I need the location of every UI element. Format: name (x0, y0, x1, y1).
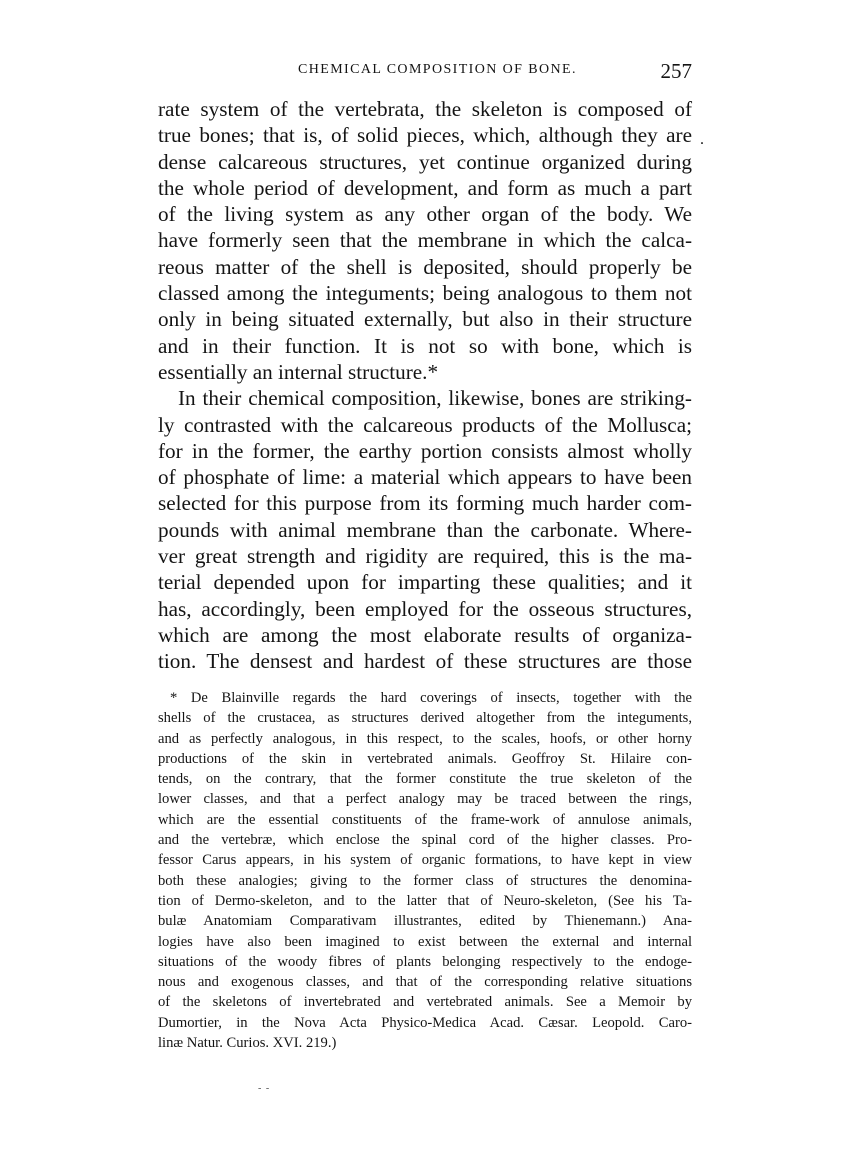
footnote-line: and as perfectly analogous, in this respect, to the scales, hoofs, or other horny (158, 730, 692, 747)
body-line: has, accordingly, been employed for the osseous structures, (158, 596, 692, 621)
footnote-line: * De Blainville regards the hard coverings of insects, together with the (170, 690, 692, 706)
footnote-line: bulæ Anatomiam Comparativam illustrantes, edited by Thienemann.) Ana- (158, 913, 692, 930)
running-header (158, 59, 692, 86)
footnote-line: situations of the woody fibres of plants belonging respectively to the endoge- (158, 953, 692, 970)
footnote-line: lower classes, and that a perfect analogy may be traced between the rings, (158, 791, 692, 808)
stray-ink-mark: . (700, 131, 704, 148)
body-line: In their chemical composition, likewise, bones are striking- (178, 386, 692, 411)
body-line: pounds with animal membrane than the carbonate. Where- (158, 517, 692, 542)
body-text (158, 96, 692, 675)
body-line: the whole period of development, and form as much a part (158, 175, 692, 200)
running-title: CHEMICAL COMPOSITION OF BONE. (298, 62, 577, 77)
body-line: which are among the most elaborate results of organiza- (158, 622, 692, 647)
body-line: of the living system as any other organ of the body. We (158, 202, 692, 227)
body-line: terial depended upon for imparting these qualities; and it (158, 570, 692, 595)
body-line: of phosphate of lime: a material which appears to have been (158, 465, 692, 490)
footnote-line: tends, on the contrary, that the former constitute the true skeleton of the (158, 771, 692, 788)
footnote (158, 688, 692, 1053)
footnote-line: both these analogies; giving to the former class of structures the denomina- (158, 872, 692, 889)
page-number: 257 (660, 59, 692, 83)
body-line: selected for this purpose from its forming much harder com- (158, 491, 692, 516)
footnote-line: and the vertebræ, which enclose the spinal cord of the higher classes. Pro- (158, 832, 692, 849)
footnote-line: logies have also been imagined to exist between the external and internal (158, 933, 692, 950)
body-line: for in the former, the earthy portion consists almost wholly (158, 438, 692, 463)
body-line: only in being situated externally, but also in their structure (158, 307, 692, 332)
footnote-line: of the skeletons of invertebrated and vertebrated animals. See a Memoir by (158, 994, 692, 1011)
footnote-line: linæ Natur. Curios. XVI. 219.) (158, 1035, 337, 1052)
body-line: tion. The densest and hardest of these structures are those (158, 649, 692, 674)
bottom-smudge: - - (258, 1083, 271, 1094)
body-line: ly contrasted with the calcareous products of the Mollusca; (158, 412, 692, 437)
footnote-line: Dumortier, in the Nova Acta Physico-Medica Acad. Cæsar. Leopold. Caro- (158, 1014, 692, 1031)
footnote-line: shells of the crustacea, as structures derived altogether from the integuments, (158, 710, 692, 727)
footnote-line: which are the essential constituents of the frame-work of annulose animals, (158, 811, 692, 828)
body-line: dense calcareous structures, yet continue organized during (158, 149, 692, 174)
footnote-line: nous and exogenous classes, and that of the corresponding relative situations (158, 974, 692, 991)
body-line: rate system of the vertebrata, the skeleton is composed of (158, 97, 692, 121)
body-line: have formerly seen that the membrane in which the calca- (158, 228, 692, 253)
body-line: true bones; that is, of solid pieces, which, although they are (158, 123, 692, 148)
footnote-line: productions of the skin in vertebrated animals. Geoffroy St. Hilaire con- (158, 750, 692, 767)
body-line: and in their function. It is not so with bone, which is (158, 333, 692, 358)
body-line: ver great strength and rigidity are required, this is the ma- (158, 544, 692, 569)
footnote-line: tion of Dermo-skeleton, and to the latter that of Neuro-skeleton, (See his Ta- (158, 892, 692, 909)
footnote-line: fessor Carus appears, in his system of organic formations, to have kept in view (158, 852, 692, 869)
body-line: essentially an internal structure.* (158, 359, 439, 384)
body-line: reous matter of the shell is deposited, should properly be (158, 254, 692, 279)
body-line: classed among the integuments; being analogous to them not (158, 281, 692, 306)
